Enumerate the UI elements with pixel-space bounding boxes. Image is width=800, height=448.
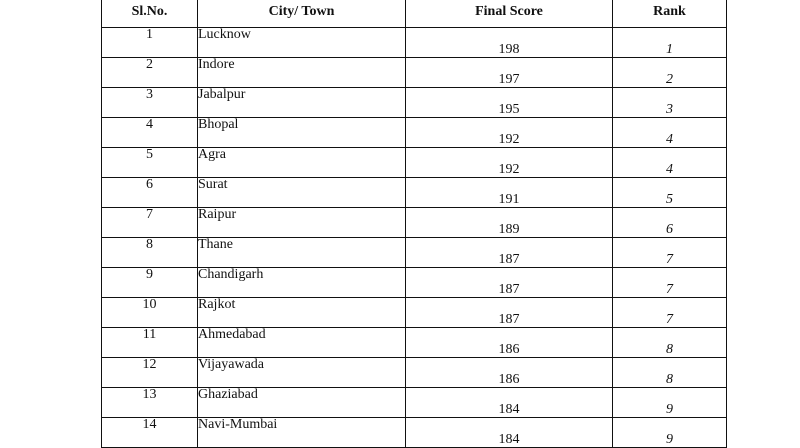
table-row: [102, 268, 727, 298]
table-row: [102, 358, 727, 388]
rank-cell: 9: [613, 388, 727, 418]
rank-cell: 6: [613, 208, 727, 238]
rank-cell: 4: [613, 118, 727, 148]
rank-cell: 3: [613, 88, 727, 118]
final-score-cell: 187: [406, 268, 613, 298]
rank-cell: 5: [613, 178, 727, 208]
city-cell: Vijayawada: [198, 358, 406, 388]
sl-no-cell: 14: [102, 418, 198, 448]
sl-no-cell: 4: [102, 118, 198, 148]
city-cell: Jabalpur: [198, 88, 406, 118]
rank-cell: 2: [613, 58, 727, 88]
final-score-cell: 184: [406, 388, 613, 418]
city-cell: Surat: [198, 178, 406, 208]
sl-no-cell: 6: [102, 178, 198, 208]
final-score-cell: 197: [406, 58, 613, 88]
city-score-table: [101, 0, 727, 448]
final-score-cell: 187: [406, 298, 613, 328]
sl-no-cell: 5: [102, 148, 198, 178]
header-city-town: City/ Town: [198, 0, 406, 28]
table-row: [102, 388, 727, 418]
city-cell: Ghaziabad: [198, 388, 406, 418]
sl-no-cell: 7: [102, 208, 198, 238]
final-score-cell: 195: [406, 88, 613, 118]
sl-no-cell: 13: [102, 388, 198, 418]
table-row: [102, 88, 727, 118]
rank-cell: 7: [613, 298, 727, 328]
table-row: [102, 118, 727, 148]
rank-cell: 8: [613, 358, 727, 388]
final-score-cell: 187: [406, 238, 613, 268]
sl-no-cell: 8: [102, 238, 198, 268]
city-cell: Agra: [198, 148, 406, 178]
table-row: [102, 178, 727, 208]
sl-no-cell: 12: [102, 358, 198, 388]
sl-no-cell: 11: [102, 328, 198, 358]
table-row: [102, 238, 727, 268]
final-score-cell: 198: [406, 28, 613, 58]
rank-cell: 1: [613, 28, 727, 58]
final-score-cell: 189: [406, 208, 613, 238]
city-cell: Indore: [198, 58, 406, 88]
city-cell: Navi-Mumbai: [198, 418, 406, 448]
final-score-cell: 184: [406, 418, 613, 448]
table-row: [102, 328, 727, 358]
city-cell: Bhopal: [198, 118, 406, 148]
city-cell: Thane: [198, 238, 406, 268]
table-row: [102, 208, 727, 238]
table-row: [102, 28, 727, 58]
rank-cell: 7: [613, 238, 727, 268]
rank-cell: 4: [613, 148, 727, 178]
sl-no-cell: 1: [102, 28, 198, 58]
city-cell: Ahmedabad: [198, 328, 406, 358]
header-row: [102, 0, 727, 28]
table-row: [102, 148, 727, 178]
final-score-cell: 186: [406, 328, 613, 358]
table-row: [102, 298, 727, 328]
table-row: [102, 418, 727, 448]
sl-no-cell: 10: [102, 298, 198, 328]
rank-cell: 7: [613, 268, 727, 298]
header-final-score: Final Score: [406, 0, 613, 28]
city-cell: Rajkot: [198, 298, 406, 328]
table-body: [102, 28, 727, 448]
final-score-cell: 192: [406, 118, 613, 148]
final-score-cell: 191: [406, 178, 613, 208]
sl-no-cell: 9: [102, 268, 198, 298]
city-cell: Raipur: [198, 208, 406, 238]
sl-no-cell: 2: [102, 58, 198, 88]
header-sl-no: Sl.No.: [102, 0, 198, 28]
table-row: [102, 58, 727, 88]
header-rank: Rank: [613, 0, 727, 28]
final-score-cell: 186: [406, 358, 613, 388]
rank-cell: 8: [613, 328, 727, 358]
city-cell: Chandigarh: [198, 268, 406, 298]
final-score-cell: 192: [406, 148, 613, 178]
city-cell: Lucknow: [198, 28, 406, 58]
sl-no-cell: 3: [102, 88, 198, 118]
rank-cell: 9: [613, 418, 727, 448]
